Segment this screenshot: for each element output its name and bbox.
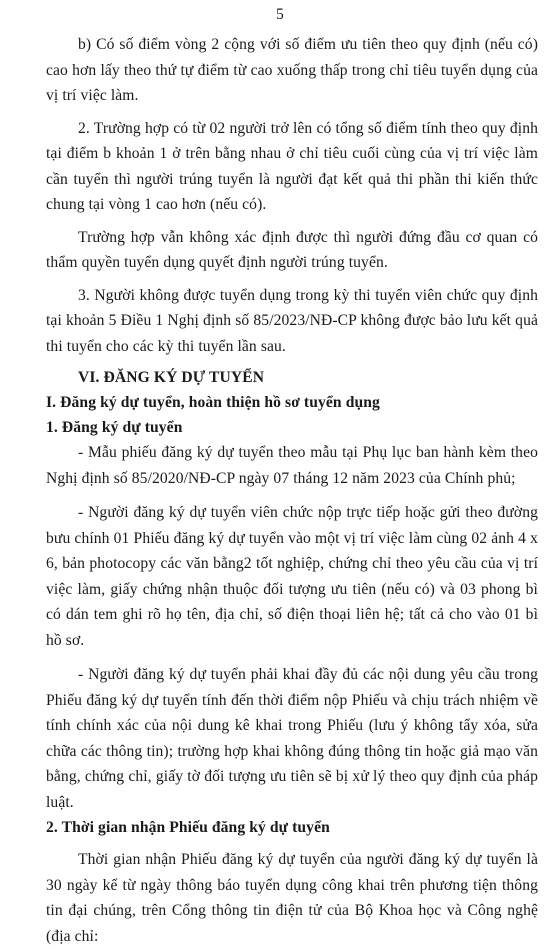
paragraph-2: 2. Trường hợp có từ 02 người trở lên có tổng số điểm tính theo quy định tại điểm b khoản 1 ở trên bằng nhau ở chỉ tiêu cuối cùng của vị trí việc làm cần tuyển thì người trúng tuyển là người đạt kết quả thi phần thi kiến thức chung tại vòng 1 cao hơn (nếu có). — [46, 119, 538, 213]
page-number: 5 — [276, 6, 284, 23]
item-heading-1: 1. Đăng ký dự tuyển — [46, 419, 183, 436]
section-heading: VI. ĐĂNG KÝ DỰ TUYỂN — [78, 369, 265, 386]
item-heading-2: 2. Thời gian nhận Phiếu đăng ký dự tuyển — [46, 819, 330, 836]
document-body — [46, 32, 538, 949]
paragraph-3: Trường hợp vẫn không xác định được thì người đứng đầu cơ quan có thẩm quyền tuyển dụng quyết định người trúng tuyển. — [46, 228, 538, 271]
paragraph-8: Thời gian nhận Phiếu đăng ký dự tuyển của người đăng ký dự tuyển là 30 ngày kể từ ngày thông báo tuyển dụng công khai trên phương tiện thông tin đại chúng, trên Cổng thông tin điện tử của Bộ Khoa học và Công nghệ (địa chỉ: — [46, 851, 538, 945]
subsection-heading: I. Đăng ký dự tuyển, hoàn thiện hồ sơ tuyển dụng — [46, 394, 380, 411]
paragraph-6: - Người đăng ký dự tuyển viên chức nộp trực tiếp hoặc gửi theo đường bưu chính 01 Phiếu đăng ký dự tuyển vào một vị trí việc làm cùng 02 ảnh 4 x 6, bản photocopy các văn bằng2 tốt nghiệp, chứng chỉ theo yêu cầu của vị trí việc làm, giấy chứng nhận thuộc đối tượng ưu tiên (nếu có) và 03 phong bì có dán tem ghi rõ họ tên, địa chỉ, số điện thoại liên hệ; tất cả cho vào 01 bì hồ sơ. — [46, 504, 538, 649]
paragraph-5: - Mẫu phiếu đăng ký dự tuyển theo mẫu tại Phụ lục ban hành kèm theo Nghị định số 85/2020/NĐ-CP ngày 07 tháng 12 năm 2023 của Chính phủ; — [46, 444, 538, 487]
paragraph-4: 3. Người không được tuyển dụng trong kỳ thi tuyển viên chức quy định tại khoản 5 Điều 1 Nghị định số 85/2023/NĐ-CP không được bảo lưu kết quả thi tuyển cho các kỳ thi tuyển lần sau. — [46, 286, 538, 355]
paragraph-1: b) Có số điểm vòng 2 cộng với số điểm ưu tiên theo quy định (nếu có) cao hơn lấy theo thứ tự điểm từ cao xuống thấp trong chỉ tiêu tuyển dụng của vị trí việc làm. — [46, 36, 538, 104]
paragraph-7: - Người đăng ký dự tuyển phải khai đầy đủ các nội dung yêu cầu trong Phiếu đăng ký dự tuyển tính đến thời điểm nộp Phiếu và chịu trách nhiệm về tính chính xác của nội dung kê khai trong Phiếu (lưu ý không tẩy xóa, sửa chữa các thông tin); trường hợp khai không đúng thông tin hoặc giả mạo văn bằng, chứng chỉ, giấy tờ đối tượng ưu tiên sẽ bị xử lý theo quy định của pháp luật. — [46, 666, 538, 811]
